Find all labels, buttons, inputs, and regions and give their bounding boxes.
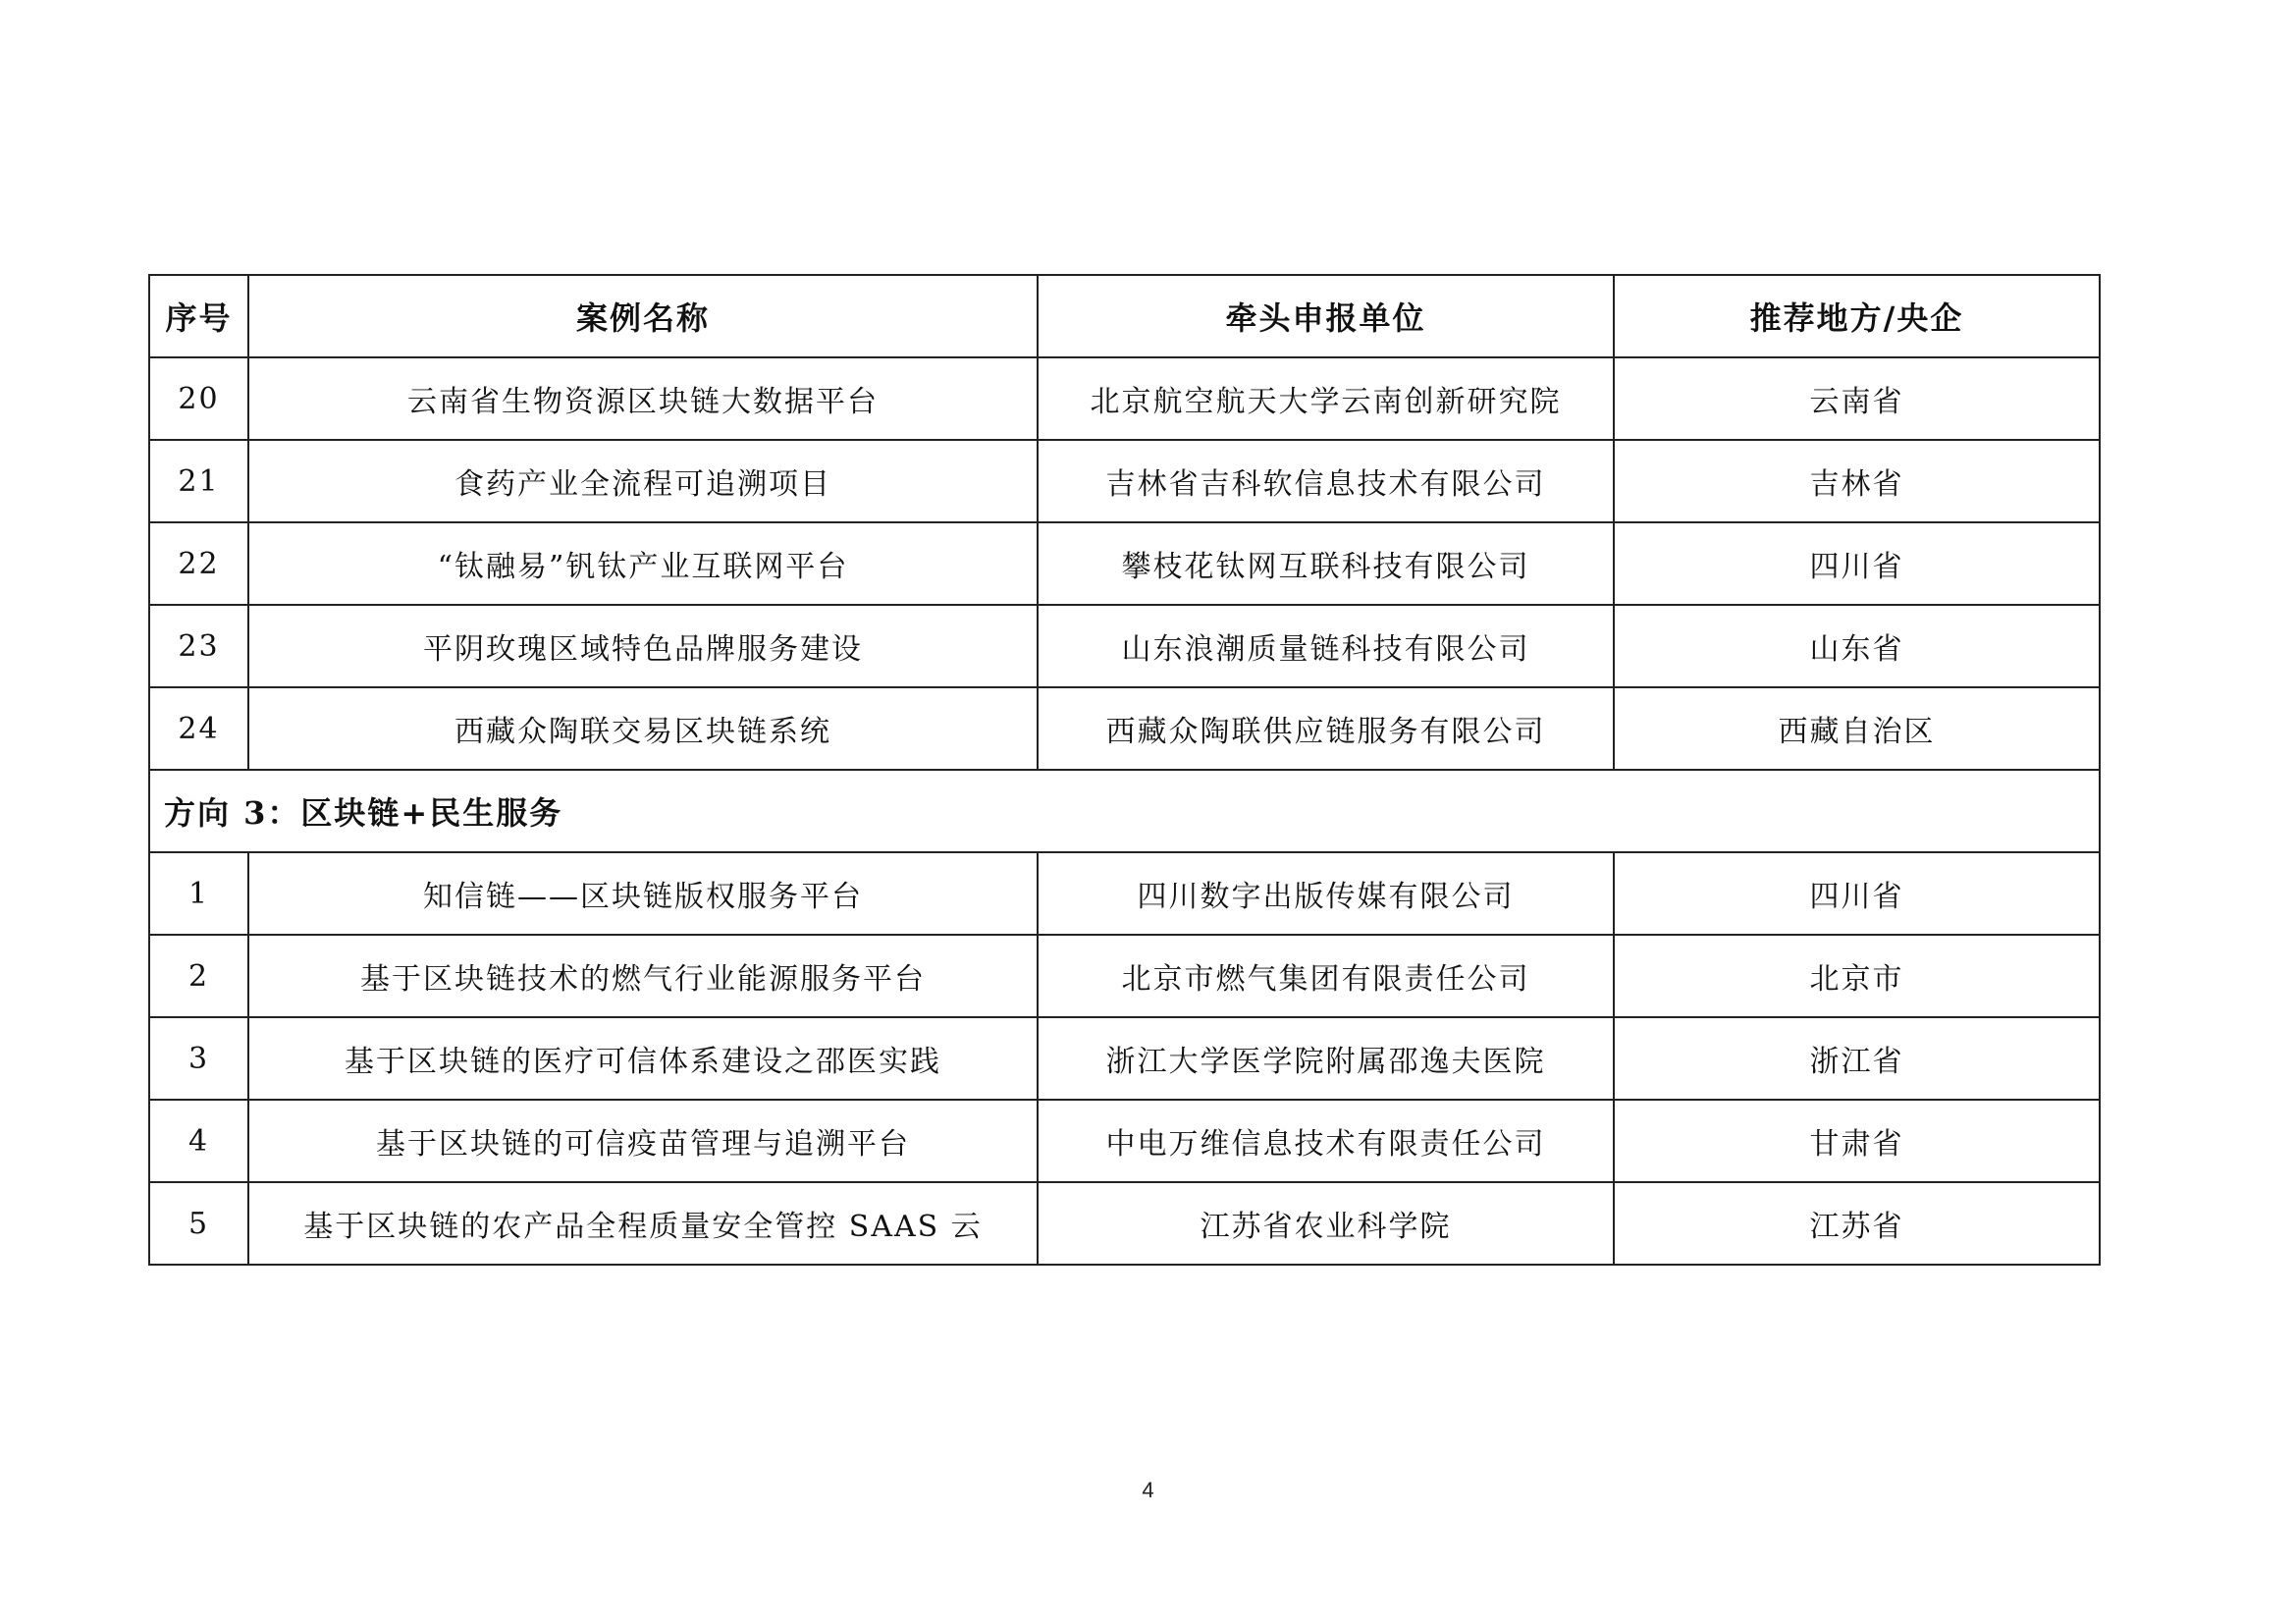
page-number: 4 <box>1142 1478 1154 1502</box>
cell-no: 23 <box>149 605 248 687</box>
cell-region: 吉林省 <box>1614 440 2100 522</box>
header-lead-unit: 牵头申报单位 <box>1038 275 1614 357</box>
table-row <box>149 440 2100 522</box>
table-row <box>149 357 2100 440</box>
cell-region: 甘肃省 <box>1614 1100 2100 1182</box>
cell-region: 江苏省 <box>1614 1182 2100 1265</box>
table-header-row <box>149 275 2100 357</box>
section-row <box>149 770 2100 852</box>
table-row <box>149 852 2100 935</box>
cell-no: 5 <box>149 1182 248 1265</box>
table-row <box>149 1017 2100 1100</box>
cell-lead-unit: 吉林省吉科软信息技术有限公司 <box>1038 440 1614 522</box>
cell-no: 3 <box>149 1017 248 1100</box>
case-list-table <box>148 274 2101 1266</box>
cell-lead-unit: 山东浪潮质量链科技有限公司 <box>1038 605 1614 687</box>
cell-region: 四川省 <box>1614 852 2100 935</box>
cell-region: 山东省 <box>1614 605 2100 687</box>
cell-lead-unit: 西藏众陶联供应链服务有限公司 <box>1038 687 1614 770</box>
header-no: 序号 <box>149 275 248 357</box>
cell-no: 24 <box>149 687 248 770</box>
table-row <box>149 1100 2100 1182</box>
cell-case-name: 西藏众陶联交易区块链系统 <box>248 687 1038 770</box>
cell-region: 四川省 <box>1614 522 2100 605</box>
cell-case-name: “钛融易”钒钛产业互联网平台 <box>248 522 1038 605</box>
cell-no: 2 <box>149 935 248 1017</box>
cell-case-name: 基于区块链的农产品全程质量安全管控 SAAS 云 <box>248 1182 1038 1265</box>
cell-case-name: 平阴玫瑰区域特色品牌服务建设 <box>248 605 1038 687</box>
cell-lead-unit: 中电万维信息技术有限责任公司 <box>1038 1100 1614 1182</box>
section-title: 方向 3：区块链+民生服务 <box>149 770 2100 852</box>
cell-region: 云南省 <box>1614 357 2100 440</box>
cell-case-name: 基于区块链的可信疫苗管理与追溯平台 <box>248 1100 1038 1182</box>
cell-region: 西藏自治区 <box>1614 687 2100 770</box>
cell-region: 北京市 <box>1614 935 2100 1017</box>
cell-no: 20 <box>149 357 248 440</box>
table-row <box>149 935 2100 1017</box>
cell-case-name: 知信链——区块链版权服务平台 <box>248 852 1038 935</box>
cell-region: 浙江省 <box>1614 1017 2100 1100</box>
table-row <box>149 522 2100 605</box>
cell-no: 21 <box>149 440 248 522</box>
table-row <box>149 605 2100 687</box>
cell-no: 1 <box>149 852 248 935</box>
header-region: 推荐地方/央企 <box>1614 275 2100 357</box>
cell-lead-unit: 北京市燃气集团有限责任公司 <box>1038 935 1614 1017</box>
cell-case-name: 云南省生物资源区块链大数据平台 <box>248 357 1038 440</box>
table-row <box>149 1182 2100 1265</box>
cell-lead-unit: 江苏省农业科学院 <box>1038 1182 1614 1265</box>
cell-no: 22 <box>149 522 248 605</box>
cell-lead-unit: 浙江大学医学院附属邵逸夫医院 <box>1038 1017 1614 1100</box>
header-case-name: 案例名称 <box>248 275 1038 357</box>
cell-case-name: 基于区块链技术的燃气行业能源服务平台 <box>248 935 1038 1017</box>
cell-lead-unit: 四川数字出版传媒有限公司 <box>1038 852 1614 935</box>
cell-case-name: 基于区块链的医疗可信体系建设之邵医实践 <box>248 1017 1038 1100</box>
cell-lead-unit: 北京航空航天大学云南创新研究院 <box>1038 357 1614 440</box>
cell-case-name: 食药产业全流程可追溯项目 <box>248 440 1038 522</box>
cell-lead-unit: 攀枝花钛网互联科技有限公司 <box>1038 522 1614 605</box>
cell-no: 4 <box>149 1100 248 1182</box>
table-row <box>149 687 2100 770</box>
